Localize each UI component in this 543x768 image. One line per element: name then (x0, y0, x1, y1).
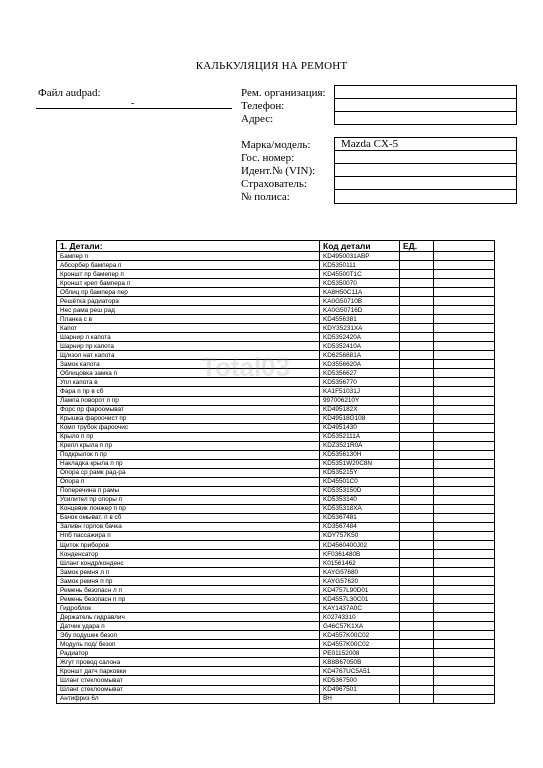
part-code-cell: KD5367500 (320, 676, 400, 685)
file-value: - (131, 98, 135, 109)
part-name-cell: Решётка радиатора (57, 297, 320, 306)
extra-cell (434, 360, 495, 369)
unit-cell (400, 522, 434, 531)
unit-cell (400, 667, 434, 676)
unit-cell (400, 342, 434, 351)
part-code-cell: KD49518G108 (320, 414, 400, 423)
part-code-cell: KD4951430 (320, 423, 400, 432)
table-row (57, 459, 495, 468)
table-row (57, 640, 495, 649)
part-code-cell: KD5353150D (320, 486, 400, 495)
part-code-cell: KD4560400J02 (320, 541, 400, 550)
part-name-cell: Накладка крыла п пр (57, 459, 320, 468)
unit-cell (400, 279, 434, 288)
part-code-cell: KD5352111A (320, 432, 400, 441)
unit-cell (400, 694, 434, 703)
part-code-cell: KD3567484 (320, 522, 400, 531)
part-code-cell: KD5350111 (320, 261, 400, 270)
unit-cell (400, 531, 434, 540)
part-code-cell: KD5351W20C8N (320, 459, 400, 468)
part-name-cell: Подкрылок п пр (57, 450, 320, 459)
extra-cell (434, 613, 495, 622)
extra-cell (434, 288, 495, 297)
part-code-cell: KAYG57680 (320, 568, 400, 577)
part-code-cell: KDZ3521R0A (320, 441, 400, 450)
unit-cell (400, 504, 434, 513)
part-code-cell: PE01152008 (320, 649, 400, 658)
part-name-cell: Замок ремня п пр (57, 577, 320, 586)
unit-cell (400, 405, 434, 414)
part-code-cell: KD5353140 (320, 495, 400, 504)
part-code-cell: KAY1437A0C (320, 604, 400, 613)
part-name-cell: Абсорбер бампера п (57, 261, 320, 270)
extra-cell (434, 252, 495, 261)
table-row (57, 468, 495, 477)
vehicle-box (334, 137, 517, 204)
unit-cell (400, 288, 434, 297)
unit-cell (400, 387, 434, 396)
unit-cell (400, 577, 434, 586)
part-code-cell: KD4557K00C02 (320, 631, 400, 640)
unit-cell (400, 252, 434, 261)
unit-cell (400, 333, 434, 342)
unit-cell (400, 351, 434, 360)
part-code-cell: K02743310 (320, 613, 400, 622)
part-name-cell: Модуль под/ безоп (57, 640, 320, 649)
part-code-cell: KD5356627 (320, 369, 400, 378)
phone-field[interactable] (335, 99, 516, 112)
part-name-cell: Жгут провод салона (57, 658, 320, 667)
table-row (57, 559, 495, 568)
unit-cell (400, 324, 434, 333)
part-name-cell: Облиц пр бампера пер (57, 288, 320, 297)
extra-cell (434, 694, 495, 703)
part-code-cell: KD5356770 (320, 378, 400, 387)
part-name-cell: Ремень безопасн л п (57, 586, 320, 595)
part-name-cell: Конденсатор (57, 550, 320, 559)
insurer-field[interactable] (335, 177, 516, 190)
extra-cell (434, 378, 495, 387)
unit-cell (400, 297, 434, 306)
unit-cell (400, 378, 434, 387)
unit-cell (400, 450, 434, 459)
part-name-cell: Крышка фароочист пр (57, 414, 320, 423)
table-row (57, 423, 495, 432)
extra-cell (434, 486, 495, 495)
part-code-cell: KD5352410A (320, 342, 400, 351)
extra-cell (434, 522, 495, 531)
part-code-cell: KB8B67050B (320, 658, 400, 667)
part-name-cell: Гидроблок (57, 604, 320, 613)
part-name-cell: Бачок омыват. п в сб (57, 513, 320, 522)
table-row (57, 685, 495, 694)
unit-cell (400, 486, 434, 495)
unit-cell (400, 270, 434, 279)
vin-field[interactable] (335, 164, 516, 177)
table-row (57, 333, 495, 342)
part-name-cell: Облицовка замка п (57, 369, 320, 378)
extra-cell (434, 369, 495, 378)
extra-cell (434, 396, 495, 405)
part-name-cell: Упл капота в (57, 378, 320, 387)
unit-cell (400, 369, 434, 378)
table-row (57, 441, 495, 450)
part-code-cell: KD5367481 (320, 513, 400, 522)
make-model-field[interactable]: Mazda CX-5 (335, 138, 516, 151)
table-row (57, 342, 495, 351)
part-code-cell: KD535318XA (320, 504, 400, 513)
part-name-cell: Фара п пр в сб (57, 387, 320, 396)
file-underline (36, 108, 232, 109)
table-row (57, 694, 495, 703)
unit-cell (400, 631, 434, 640)
table-row (57, 396, 495, 405)
table-header-row (57, 241, 495, 252)
unit-cell (400, 432, 434, 441)
table-row (57, 486, 495, 495)
part-name-cell: Заливн горлов бачка (57, 522, 320, 531)
table-row (57, 513, 495, 522)
org-field[interactable] (335, 86, 516, 99)
unit-cell (400, 685, 434, 694)
table-row (57, 541, 495, 550)
extra-cell (434, 495, 495, 504)
extra-cell (434, 315, 495, 324)
part-code-cell: KD45501C0 (320, 477, 400, 486)
part-code-cell: KD4950031ABP (320, 252, 400, 261)
part-name-cell: Шланг стеклоомыват (57, 685, 320, 694)
extra-cell (434, 441, 495, 450)
part-code-cell: KD45500T1C (320, 270, 400, 279)
extra-cell (434, 351, 495, 360)
parts-table-body (57, 252, 495, 704)
unit-cell (400, 261, 434, 270)
extra-cell (434, 604, 495, 613)
table-row (57, 297, 495, 306)
extra-cell (434, 685, 495, 694)
part-name-cell: Держатель гидравлич (57, 613, 320, 622)
unit-cell (400, 658, 434, 667)
file-label: Файл audpad: (38, 87, 101, 99)
table-row (57, 631, 495, 640)
part-code-cell: KD535215Y (320, 468, 400, 477)
parts-table (56, 240, 495, 704)
table-row (57, 604, 495, 613)
table-row (57, 432, 495, 441)
part-code-cell: ВН (320, 694, 400, 703)
extra-cell (434, 550, 495, 559)
table-row (57, 595, 495, 604)
unit-cell (400, 396, 434, 405)
part-name-cell: Шланг стеклоомыват (57, 676, 320, 685)
part-name-cell: Усилител пр опоры п (57, 495, 320, 504)
table-row (57, 477, 495, 486)
part-name-cell: Ремень безопасн п пр (57, 595, 320, 604)
address-label: Адрес: (241, 113, 274, 125)
table-row (57, 279, 495, 288)
part-name-cell: Шарнир пр капота (57, 342, 320, 351)
unit-header: ЕД. (400, 241, 434, 252)
part-name-cell: Кроншт креп бампера п (57, 279, 320, 288)
part-name-cell: Щиток приборов (57, 541, 320, 550)
extra-cell (434, 387, 495, 396)
extra-cell (434, 658, 495, 667)
part-code-cell: K01561462 (320, 559, 400, 568)
extra-cell (434, 468, 495, 477)
extra-cell (434, 342, 495, 351)
unit-cell (400, 495, 434, 504)
part-code-cell: KA1F51031J (320, 387, 400, 396)
part-name-cell: Антифриз 6л (57, 694, 320, 703)
extra-cell (434, 595, 495, 604)
unit-cell (400, 541, 434, 550)
policy-label: № полиса: (241, 191, 290, 203)
extra-cell (434, 568, 495, 577)
table-row (57, 270, 495, 279)
part-name-cell: Форс пр фароомыват (57, 405, 320, 414)
table-row (57, 667, 495, 676)
table-row (57, 252, 495, 261)
part-name-cell: Бампер п (57, 252, 320, 261)
part-code-cell: KD3556620A (320, 360, 400, 369)
part-code-cell: KDY35231XA (320, 324, 400, 333)
unit-cell (400, 441, 434, 450)
part-name-cell: Эбу подушек безоп (57, 631, 320, 640)
extra-cell (434, 414, 495, 423)
unit-cell (400, 477, 434, 486)
make-model-label: Марка/модель: (241, 139, 311, 151)
part-name-cell: Радиатор (57, 649, 320, 658)
part-name-cell: Кроншт датч парковки (57, 667, 320, 676)
table-row (57, 649, 495, 658)
unit-cell (400, 622, 434, 631)
extra-cell (434, 333, 495, 342)
table-row (57, 495, 495, 504)
extra-cell (434, 270, 495, 279)
extra-cell (434, 541, 495, 550)
part-code-cell: KA0G50716D (320, 306, 400, 315)
unit-cell (400, 640, 434, 649)
extra-cell (434, 279, 495, 288)
table-row (57, 504, 495, 513)
extra-cell (434, 504, 495, 513)
part-name-cell: Нес рама реш рад (57, 306, 320, 315)
part-code-cell: KD4757L90D01 (320, 586, 400, 595)
extra-cell (434, 324, 495, 333)
extra-cell (434, 649, 495, 658)
unit-cell (400, 586, 434, 595)
table-row (57, 315, 495, 324)
extra-cell (434, 577, 495, 586)
part-name-cell: Шарнир л капота (57, 333, 320, 342)
part-code-cell: KD5356130H (320, 450, 400, 459)
extra-cell (434, 622, 495, 631)
unit-cell (400, 423, 434, 432)
unit-cell (400, 468, 434, 477)
unit-cell (400, 550, 434, 559)
org-label: Рем. организация: (241, 87, 326, 99)
plate-label: Гос. номер: (241, 152, 295, 164)
extra-cell (434, 676, 495, 685)
table-row (57, 522, 495, 531)
part-name-cell: Планка с в (57, 315, 320, 324)
extra-cell (434, 459, 495, 468)
extra-cell (434, 559, 495, 568)
table-row (57, 405, 495, 414)
insurer-label: Страхователь: (241, 178, 307, 190)
part-code-cell: KD5350070 (320, 279, 400, 288)
code-header: Код детали (320, 241, 400, 252)
extra-cell (434, 667, 495, 676)
part-name-cell: Опора п (57, 477, 320, 486)
document-title: КАЛЬКУЛЯЦИЯ НА РЕМОНТ (195, 60, 348, 72)
unit-cell (400, 513, 434, 522)
unit-cell (400, 595, 434, 604)
unit-cell (400, 568, 434, 577)
part-code-cell: KA0G50710B (320, 297, 400, 306)
part-name-cell: Комл трубок фароочис (57, 423, 320, 432)
unit-cell (400, 459, 434, 468)
extra-cell (434, 261, 495, 270)
vin-label: Идент.№ (VIN): (241, 165, 316, 177)
unit-cell (400, 360, 434, 369)
part-code-cell: KD5352420A (320, 333, 400, 342)
part-name-cell: Поперечина п рамы (57, 486, 320, 495)
part-name-cell: Шланг кондр/конденс (57, 559, 320, 568)
unit-cell (400, 649, 434, 658)
table-row (57, 568, 495, 577)
table-row (57, 550, 495, 559)
unit-cell (400, 613, 434, 622)
part-name-cell: Датчик удара п (57, 622, 320, 631)
part-code-cell: KD4556381 (320, 315, 400, 324)
org-box (334, 85, 517, 125)
extra-cell (434, 297, 495, 306)
table-row (57, 676, 495, 685)
part-code-cell: KF0361480B (320, 550, 400, 559)
part-code-cell: KD495182X (320, 405, 400, 414)
part-name-cell: Нпб пассажира п (57, 531, 320, 540)
part-code-cell: 997006210Y (320, 396, 400, 405)
plate-field[interactable] (335, 151, 516, 164)
extra-cell (434, 586, 495, 595)
unit-cell (400, 306, 434, 315)
part-code-cell: KA8H50C11A (320, 288, 400, 297)
table-row (57, 577, 495, 586)
table-row (57, 306, 495, 315)
table-row (57, 387, 495, 396)
table-row (57, 613, 495, 622)
table-row (57, 261, 495, 270)
extra-cell (434, 432, 495, 441)
unit-cell (400, 676, 434, 685)
extra-cell (434, 423, 495, 432)
part-name-cell: Крыло п пр (57, 432, 320, 441)
part-code-cell: KD4767UC5A51 (320, 667, 400, 676)
extra-cell (434, 450, 495, 459)
table-row (57, 414, 495, 423)
part-code-cell: KD4967501 (320, 685, 400, 694)
extra-cell (434, 405, 495, 414)
extra-cell (434, 306, 495, 315)
part-code-cell: KD6256681A (320, 351, 400, 360)
extra-cell (434, 531, 495, 540)
part-name-cell: Лампа поворот п пр (57, 396, 320, 405)
unit-cell (400, 559, 434, 568)
address-field[interactable] (335, 112, 516, 125)
part-name-cell: Кроншт пр бамепер п (57, 270, 320, 279)
part-name-cell: Опора ср рамк рад-ра (57, 468, 320, 477)
part-code-cell: KD4557L30C01 (320, 595, 400, 604)
part-name-cell: Замок ремня л п (57, 568, 320, 577)
unit-cell (400, 414, 434, 423)
phone-label: Телефон: (241, 100, 285, 112)
watermark: Total03 (201, 352, 291, 382)
table-row (57, 622, 495, 631)
table-row (57, 586, 495, 595)
extra-cell (434, 631, 495, 640)
table-row (57, 288, 495, 297)
table-row (57, 531, 495, 540)
parts-header: 1. Детали: (57, 241, 320, 252)
table-row (57, 658, 495, 667)
extra-cell (434, 513, 495, 522)
part-name-cell: Крепл крыла п пр (57, 441, 320, 450)
part-code-cell: KD4557K00C02 (320, 640, 400, 649)
extra-header (434, 241, 495, 252)
part-code-cell: KDY757K50 (320, 531, 400, 540)
unit-cell (400, 315, 434, 324)
extra-cell (434, 477, 495, 486)
policy-field[interactable] (335, 190, 516, 203)
part-name-cell: Замок капота (57, 360, 320, 369)
part-code-cell: G46C57K1XA (320, 622, 400, 631)
table-row (57, 450, 495, 459)
part-name-cell: Концевик лонжер п пр (57, 504, 320, 513)
part-name-cell: Капот (57, 324, 320, 333)
part-code-cell: KAYG57620 (320, 577, 400, 586)
unit-cell (400, 604, 434, 613)
table-row (57, 324, 495, 333)
part-name-cell: Щ/изол нат капота (57, 351, 320, 360)
extra-cell (434, 640, 495, 649)
